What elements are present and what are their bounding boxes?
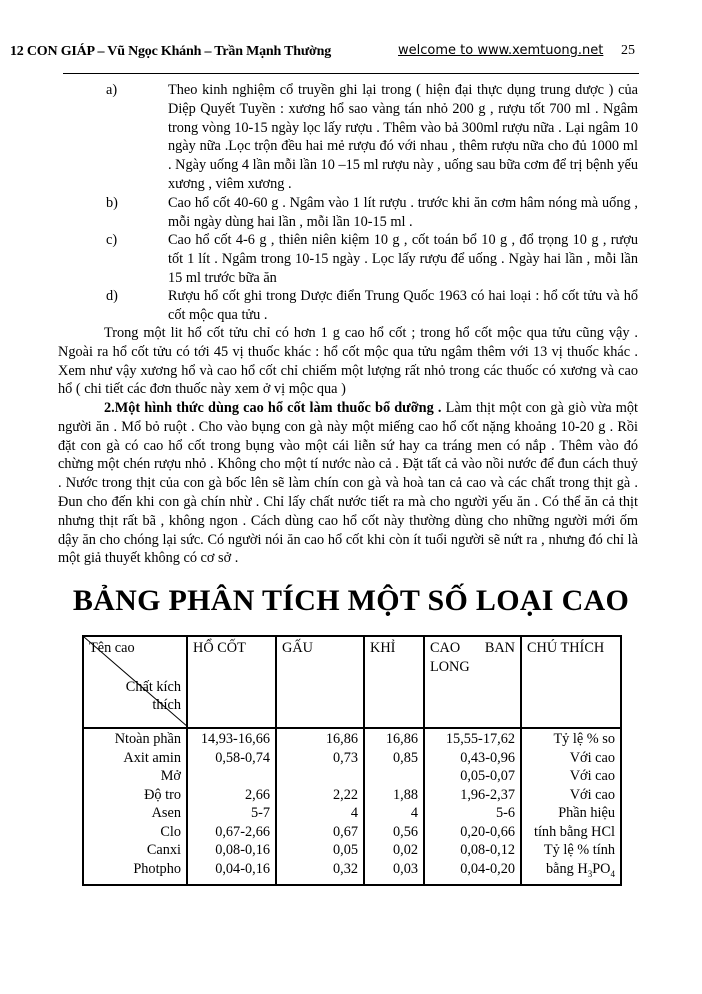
cell: 0,02 [392,842,418,858]
cell [193,767,270,786]
header-divider [63,73,639,74]
cell: 0,08-0,16 [215,842,270,858]
cell [282,767,358,786]
cell: 1,88 [392,786,418,803]
list-label: c) [106,232,118,248]
cell: 15,55-17,62 [445,731,515,747]
cell: 0,04-0,16 [215,860,270,877]
cell: 0,20-0,66 [460,823,515,840]
list-text: Cao hổ cốt 40-60 g . Ngâm vào 1 lít rượu . trước khi ăn cơm hâm nóng mà uống , mỗi ngày dùng hai lần , mỗi lần 10-15 ml . [168,195,638,230]
cell-formula [527,860,615,883]
cell: 5-7 [250,805,270,821]
list-label: d) [106,288,118,304]
list-label: a) [106,82,118,98]
cell: 0,85 [392,749,418,766]
list-text: Cao hổ cốt 4-6 g , thiên niên kiệm 10 g , cốt toán bổ 10 g , đổ trọng 10 g , rượu tốt 1 lít . Ngâm trong 10-15 ngày . Lọc lấy rượu để uống . Ngày hai lần , mỗi lần 15 ml trước bữa ăn [168,232,638,286]
col-substance [83,728,187,885]
table-body [83,728,621,885]
table-header-row [83,636,621,728]
cell: 16,86 [325,731,358,747]
cell: tính bằng HCl [533,823,615,840]
cell: 0,08-0,12 [460,842,515,858]
corner-top-label: Tên cao [89,640,135,656]
header-chu-thich: CHÚ THÍCH [521,636,621,728]
cell: Clo [160,823,181,840]
cell: Asen [151,805,181,821]
header-title: 12 CON GIÁP – Vũ Ngọc Khánh – Trần Mạnh Thường [10,44,331,59]
header-word: LONG [430,658,470,675]
diagonal-line-icon [84,637,188,727]
cell: Phần hiệu [558,805,615,821]
cell: 14,93-16,66 [200,731,270,747]
cell: 0,43-0,96 [460,749,515,766]
cell: Tỷ lệ % tính [543,842,615,858]
paragraph-tiger-wine [58,324,638,399]
list-label: b) [106,195,118,211]
cell: 0,32 [332,860,358,877]
header-khi: KHỈ [364,636,424,728]
corner-cell [83,636,187,728]
cell: Photpho [133,860,181,877]
list-text: Rượu hổ cốt ghi trong Dược điển Trung Quốc 1963 có hai loại : hổ cốt tửu và hổ cốt mộc qua tửu . [168,288,638,323]
formula-sub: 3 [587,868,593,879]
cell: Tỷ lệ % so [553,731,615,747]
cell: Với cao [569,768,615,784]
formula-part: bằng H [546,860,588,877]
list-item-a [106,81,638,194]
header-word: BAN [484,640,515,656]
header-gau: GẤU [276,636,364,728]
cell: Với cao [569,786,615,803]
col-khi [364,728,424,885]
cell: 0,67 [332,823,358,840]
list-item-d [106,287,638,325]
analysis-table [82,635,622,886]
col-cao-ban-long [424,728,521,885]
cell: 0,05-0,07 [460,768,515,784]
cell: 0,73 [332,749,358,766]
formula-part: PO [592,860,611,877]
header-cao-ban-long [424,636,521,728]
cell [370,767,418,786]
cell: Với cao [569,749,615,766]
cell: 0,04-0,20 [460,860,515,877]
cell: 1,96-2,37 [460,786,515,803]
cell: 2,22 [332,786,358,803]
header-word: CAO [430,640,461,656]
col-ho-cot [187,728,276,885]
cell: 0,03 [392,860,418,877]
paragraph-tonic [58,399,638,568]
cell: Độ tro [144,786,181,803]
corner-bottom-label-2: thích [152,697,181,713]
corner-bottom-label-1: Chất kích [125,678,181,695]
cell: 0,58-0,74 [215,749,270,766]
cell: Canxi [146,842,181,858]
formula-sub: 4 [610,868,615,879]
page-number: 25 [621,43,635,58]
website-link[interactable]: welcome to www.xemtuong.net [398,43,604,58]
cell: 4 [350,805,358,821]
table-title: BẢNG PHÂN TÍCH MỘT SỐ LOẠI CAO [72,584,630,617]
col-gau [276,728,364,885]
cell: Axit amin [123,749,181,766]
cell: 2,66 [244,786,270,803]
cell: 0,56 [392,823,418,840]
paragraph-text: Làm thịt một con gà giò vừa một người ăn . Mổ bỏ ruột . Cho vào bụng con gà này một miếng cao hổ cốt nặng khoảng 10-20 g . Rồi đặt con gà có cao hổ cốt trong bụng vào một cái liễn sứ hay ca tráng men có nắp . Thêm vào đó chừng một chén rượu nhỏ . Không cho một tí nước nào cả . Đặt tất cả vào nồi nước để đun cách thuỷ . Nước trong thịt của con gà bốc lên sẽ làm chín con gà và hoà tan cả cao và các chất trong thịt gà . Đun cho đến khi con gà chín nhừ . Chỉ lấy chất nước tiết ra mà cho người yếu ăn . Có thể ăn cả thịt nhưng thịt rất bã , không ngon . Cách dùng cao hổ cốt này thường dùng cho những người mới ốm dậy ăn cho chóng lại sức. Có người nói ăn cao hổ cốt khi còn ít tuổi người sẽ nứt ra , nhưng đó chỉ là một giả thuyết không có cơ sở . [58,400,638,567]
cell: Mở [160,768,181,784]
list-item-c [106,231,638,287]
list-text: Theo kinh nghiệm cổ truyền ghi lại trong ( hiện đại thực dụng trung dược ) của Diệp Quyết Tuyền : xương hổ sao vàng tán nhỏ 200 g , rượu tốt 700 ml . Ngâm trong vòng 10-15 ngày lọc lấy rượu . Thêm vào bả 300ml rượu nữa . Lại ngâm 10 ngày nữa .Lọc trộn đều hai mẻ rượu đó với nhau , thêm rượu nữa cho đủ 1000 ml . Ngày uống 4 lần mỗi lần 10 –15 ml rượu này , uống sau bữa cơm để trị bệnh yếu xương , viêm xương . [168,82,638,192]
paragraph-text: Trong một lit hổ cốt tửu chỉ có hơn 1 g cao hổ cốt ; trong hổ cốt mộc qua tửu cũng vậy . Ngoài ra hổ cốt tửu có tới 45 vị thuốc khác : hổ cốt mộc qua tửu ngâm thêm với 13 vị thuốc khác . Xem như vậy xương hổ và cao hổ cốt chỉ chiếm một lượng rất nhỏ trong các thuốc có xương và cao hổ ( chi tiết các đơn thuốc này xem ở vị mộc qua ) [58,325,638,398]
cell: 16,86 [385,731,418,747]
cell: 0,05 [332,842,358,858]
cell: 0,67-2,66 [215,823,270,840]
header-ho-cot: HỔ CỐT [187,636,276,728]
cell: 5-6 [495,805,515,821]
col-notes [521,728,621,885]
list-item-b [106,194,638,232]
cell: 4 [410,805,418,821]
section-heading: 2.Một hình thức dùng cao hổ cốt làm thuốc bổ dưỡng . [104,400,442,416]
cell: Ntoàn phần [114,731,181,747]
